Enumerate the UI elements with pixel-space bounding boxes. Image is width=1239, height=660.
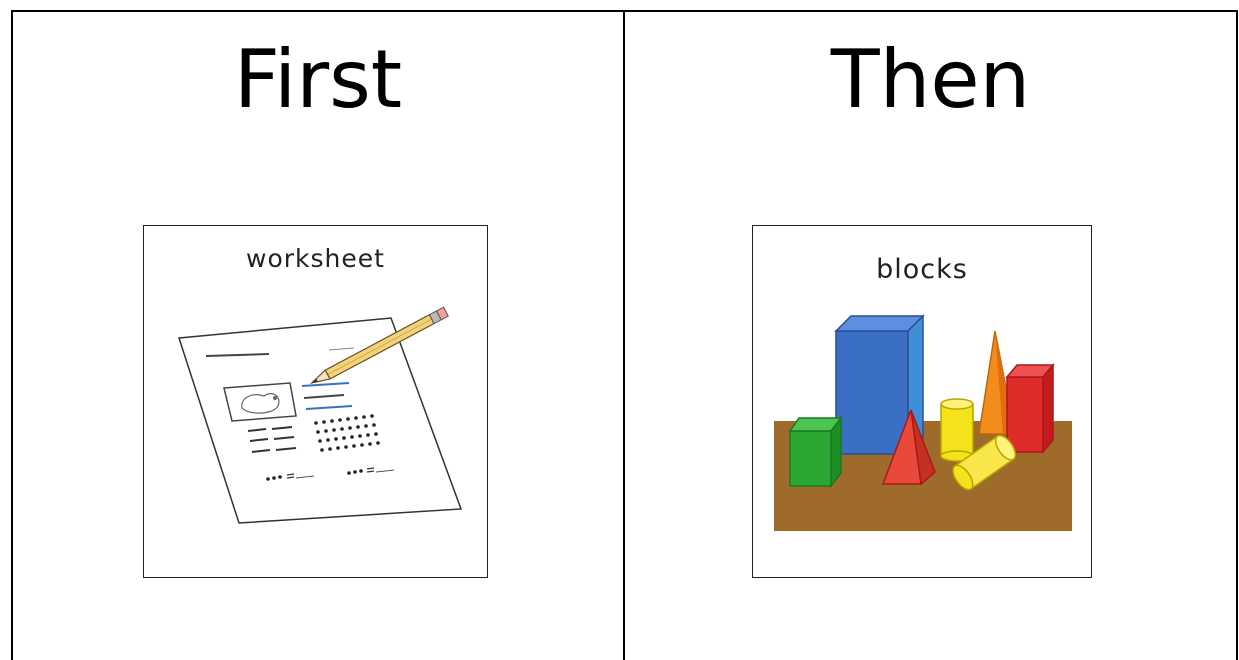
blocks-icon xyxy=(753,226,1093,579)
worksheet-card xyxy=(143,225,488,578)
first-heading: First xyxy=(233,33,403,126)
table-right-border xyxy=(1236,10,1238,660)
worksheet-icon xyxy=(144,226,489,579)
blocks-label: blocks xyxy=(876,254,968,285)
blocks-card xyxy=(752,225,1092,578)
worksheet-label: worksheet xyxy=(246,244,385,273)
then-heading: Then xyxy=(830,33,1031,126)
